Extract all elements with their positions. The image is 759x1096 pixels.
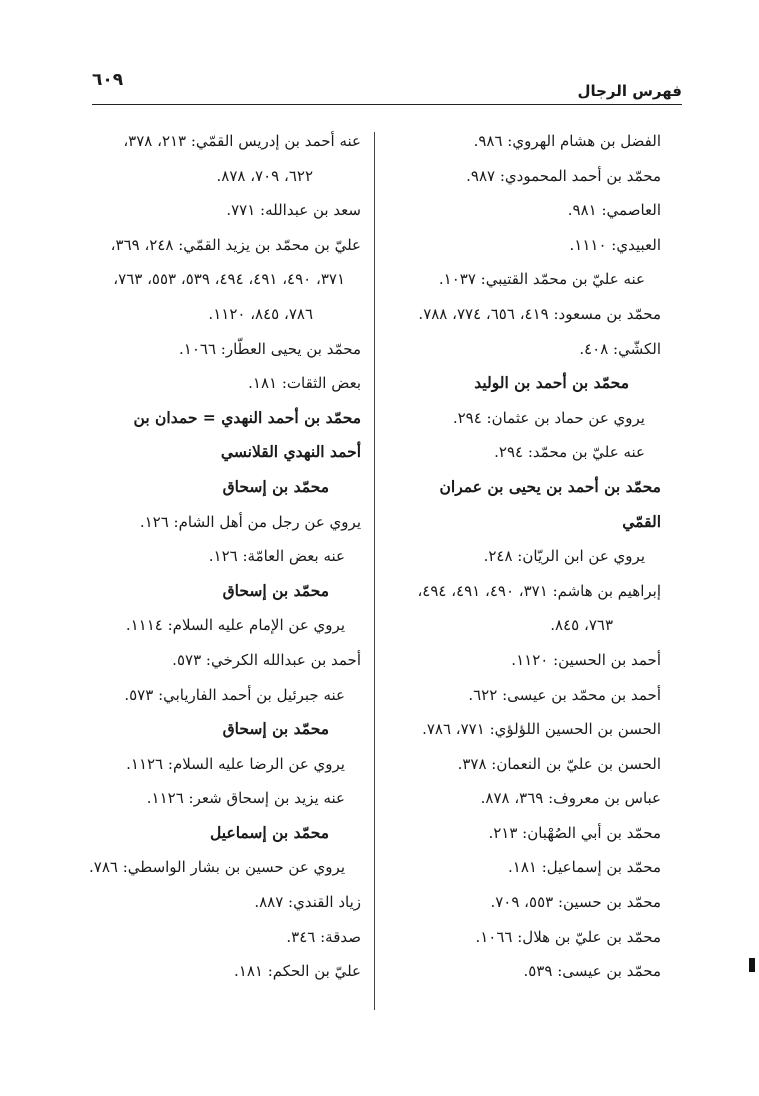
page-number: ٦٠٩ xyxy=(92,70,124,90)
entry-line: ٧٦٣، ٨٤٥. xyxy=(550,616,613,635)
entry-line: يروي عن الرضا عليه السلام: ١١٢٦. xyxy=(126,754,345,773)
entry-line: يروي عن رجل من أهل الشام: ١٢٦. xyxy=(139,512,361,531)
entry-line: سعد بن عبدالله: ٧٧١. xyxy=(226,201,361,220)
running-title: فهرس الرجال xyxy=(577,82,682,100)
entry-heading: محمّد بن إسحاق xyxy=(222,719,329,739)
entry-line: محمّد بن عيسى: ٥٣٩. xyxy=(523,962,661,981)
right-column xyxy=(381,124,661,989)
entry-line: يروي عن الإمام عليه السلام: ١١١٤. xyxy=(125,616,345,635)
entry-line: عنه عليّ بن محمّد القتيبي: ١٠٣٧. xyxy=(438,270,645,289)
column-divider xyxy=(374,132,375,1010)
entry-line: الحسن بن عليّ بن النعمان: ٣٧٨. xyxy=(457,754,661,773)
entry-line: عليّ بن محمّد بن يزيد القمّي: ٢٤٨، ٣٦٩، xyxy=(110,235,361,254)
entry-line: عنه عليّ بن محمّد: ٢٩٤. xyxy=(494,443,645,462)
page-header xyxy=(92,68,682,100)
entry-line: الفضل بن هشام الهروي: ٩٨٦. xyxy=(473,132,661,150)
entry-line: يروي عن ابن الريّان: ٢٤٨. xyxy=(483,547,645,566)
entry-line: محمّد بن أبي الصُهْبان: ٢١٣. xyxy=(488,823,661,842)
entry-heading: محمّد بن إسماعيل xyxy=(210,822,329,842)
entry-line: عنه بعض العامّة: ١٢٦. xyxy=(208,547,345,566)
entry-line: الكشّي: ٤٠٨. xyxy=(579,339,661,358)
entry-line: العاصمي: ٩٨١. xyxy=(567,201,661,220)
entry-line: عنه جبرئيل بن أحمد الفاريابي: ٥٧٣. xyxy=(124,685,345,704)
entry-line: ٧٨٦، ٨٤٥، ١١٢٠. xyxy=(208,304,313,323)
entry-line: الحسن بن الحسين اللؤلؤي: ٧٧١، ٧٨٦. xyxy=(422,720,661,739)
entry-heading: محمّد بن أحمد النهدي = حمدان بن xyxy=(133,407,361,427)
entry-line: محمّد بن عليّ بن هلال: ١٠٦٦. xyxy=(475,927,661,946)
entry-line: أحمد بن محمّد بن عيسى: ٦٢٢. xyxy=(468,685,661,704)
entry-line: يروي عن حماد بن عثمان: ٢٩٤. xyxy=(452,408,645,427)
entry-line: محمّد بن أحمد المحمودي: ٩٨٧. xyxy=(466,166,661,185)
entry-line: محمّد بن مسعود: ٤١٩، ٦٥٦، ٧٧٤، ٧٨٨. xyxy=(418,304,661,323)
entry-line: عباس بن معروف: ٣٦٩، ٨٧٨. xyxy=(480,789,661,808)
entry-line: ٦٢٢، ٧٠٩، ٨٧٨. xyxy=(216,166,313,185)
margin-mark xyxy=(749,958,755,972)
entry-line: أحمد بن عبدالله الكرخي: ٥٧٣. xyxy=(172,650,361,669)
entry-line: محمّد بن يحيى العطّار: ١٠٦٦. xyxy=(179,339,361,358)
entry-line: ٣٧١، ٤٩٠، ٤٩١، ٤٩٤، ٥٣٩، ٥٥٣، ٧٦٣، xyxy=(113,270,345,289)
entry-line: محمّد بن حسين: ٥٥٣، ٧٠٩. xyxy=(490,893,661,912)
entry-line: يروي عن حسين بن بشار الواسطي: ٧٨٦. xyxy=(88,858,345,877)
entry-heading: القمّي xyxy=(622,511,661,531)
entry-line: عنه يزيد بن إسحاق شعر: ١١٢٦. xyxy=(146,789,345,808)
entry-line: عنه أحمد بن إدريس القمّي: ٢١٣، ٣٧٨، xyxy=(123,132,361,150)
entry-line: محمّد بن إسماعيل: ١٨١. xyxy=(508,858,661,877)
entry-heading: محمّد بن إسحاق xyxy=(222,580,329,600)
header-rule xyxy=(92,104,682,105)
entry-line: العبيدي: ١١١٠. xyxy=(569,235,661,254)
entry-line: عليّ بن الحكم: ١٨١. xyxy=(233,962,361,981)
entry-line: بعض الثقات: ١٨١. xyxy=(248,374,361,393)
entry-heading: محمّد بن أحمد بن يحيى بن عمران xyxy=(439,476,661,496)
entry-heading: محمّد بن إسحاق xyxy=(222,476,329,496)
entry-line: إبراهيم بن هاشم: ٣٧١، ٤٩٠، ٤٩١، ٤٩٤، xyxy=(417,581,661,600)
entry-line: زياد القندي: ٨٨٧. xyxy=(254,893,361,912)
entry-heading: أحمد النهدي القلانسي xyxy=(220,442,361,462)
left-column xyxy=(71,124,361,989)
entry-line: صدقة: ٣٤٦. xyxy=(286,927,361,946)
entry-heading: محمّد بن أحمد بن الوليد xyxy=(474,373,629,393)
entry-line: أحمد بن الحسين: ١١٢٠. xyxy=(511,650,661,669)
